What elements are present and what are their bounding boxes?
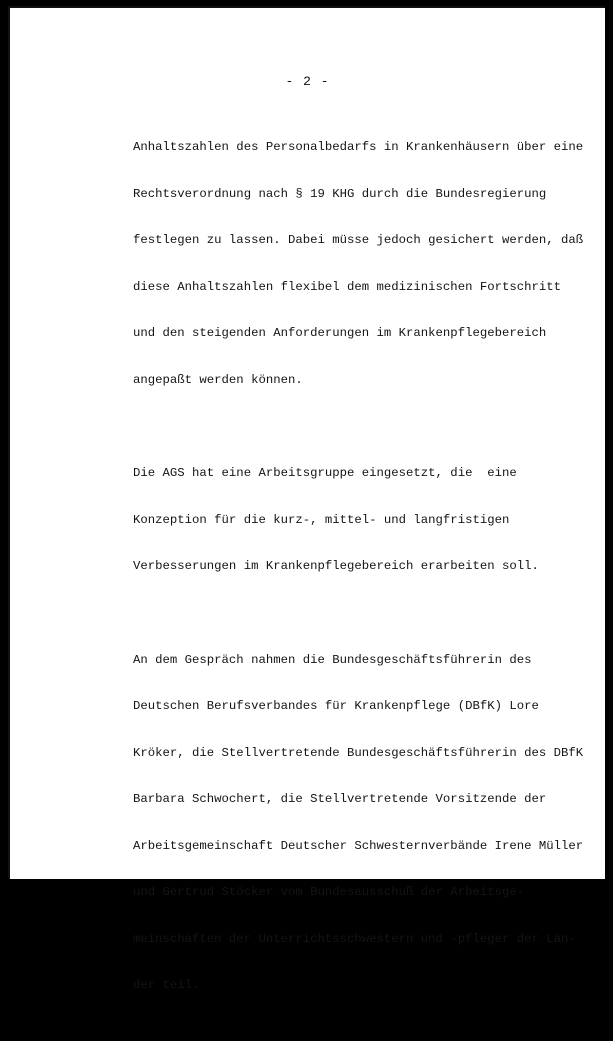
document-page [8, 6, 605, 992]
body-text [133, 109, 584, 1041]
text-line: Konzeption für die kurz-, mittel- und langfristigen [133, 512, 510, 527]
text-line: An dem Gespräch nahmen die Bundesgeschäftsführerin des [133, 652, 532, 667]
page-number: - 2 - [285, 74, 330, 89]
paragraph-2 [133, 435, 573, 606]
paragraph-1 [133, 109, 584, 419]
text-line: und Gertrud Stöcker vom Bundesausschuß der Arbeitsge- [133, 885, 525, 899]
text-line: Verbesserungen im Krankenpflegebereich erarbeiten soll. [133, 559, 539, 573]
text-line: Deutschen Berufsverbandes für Krankenpflege (DBfK) Lore [133, 699, 539, 713]
text-line: angepaßt werden können. [133, 372, 303, 387]
text-line: und den steigenden Anforderungen im Krankenpflegebereich [133, 326, 547, 340]
text-line: Arbeitsgemeinschaft Deutscher Schwesternverbände Irene Müller [133, 838, 584, 853]
text-line: festlegen zu lassen. Dabei müsse jedoch gesichert werden, daß [133, 233, 584, 247]
text-line: der teil. [133, 978, 200, 992]
text-line: Barbara Schwochert, die Stellvertretende Vorsitzende der [133, 792, 547, 806]
paragraph-3 [133, 622, 584, 1025]
text-line: Rechtsverordnung nach § 19 KHG durch die Bundesregierung [133, 186, 547, 201]
text-line: Kröker, die Stellvertretende Bundesgeschäftsführerin des DBfK [133, 745, 584, 760]
text-line: Die AGS hat eine Arbeitsgruppe eingesetzt, die eine [133, 466, 517, 480]
text-line: Anhaltszahlen des Personalbedarfs in Krankenhäusern über eine [133, 140, 584, 154]
text-line: diese Anhaltszahlen flexibel dem medizinischen Fortschritt [133, 279, 562, 294]
text-line: meinschaften der Unterrichtsschwestern und -pfleger der Län- [133, 931, 576, 946]
